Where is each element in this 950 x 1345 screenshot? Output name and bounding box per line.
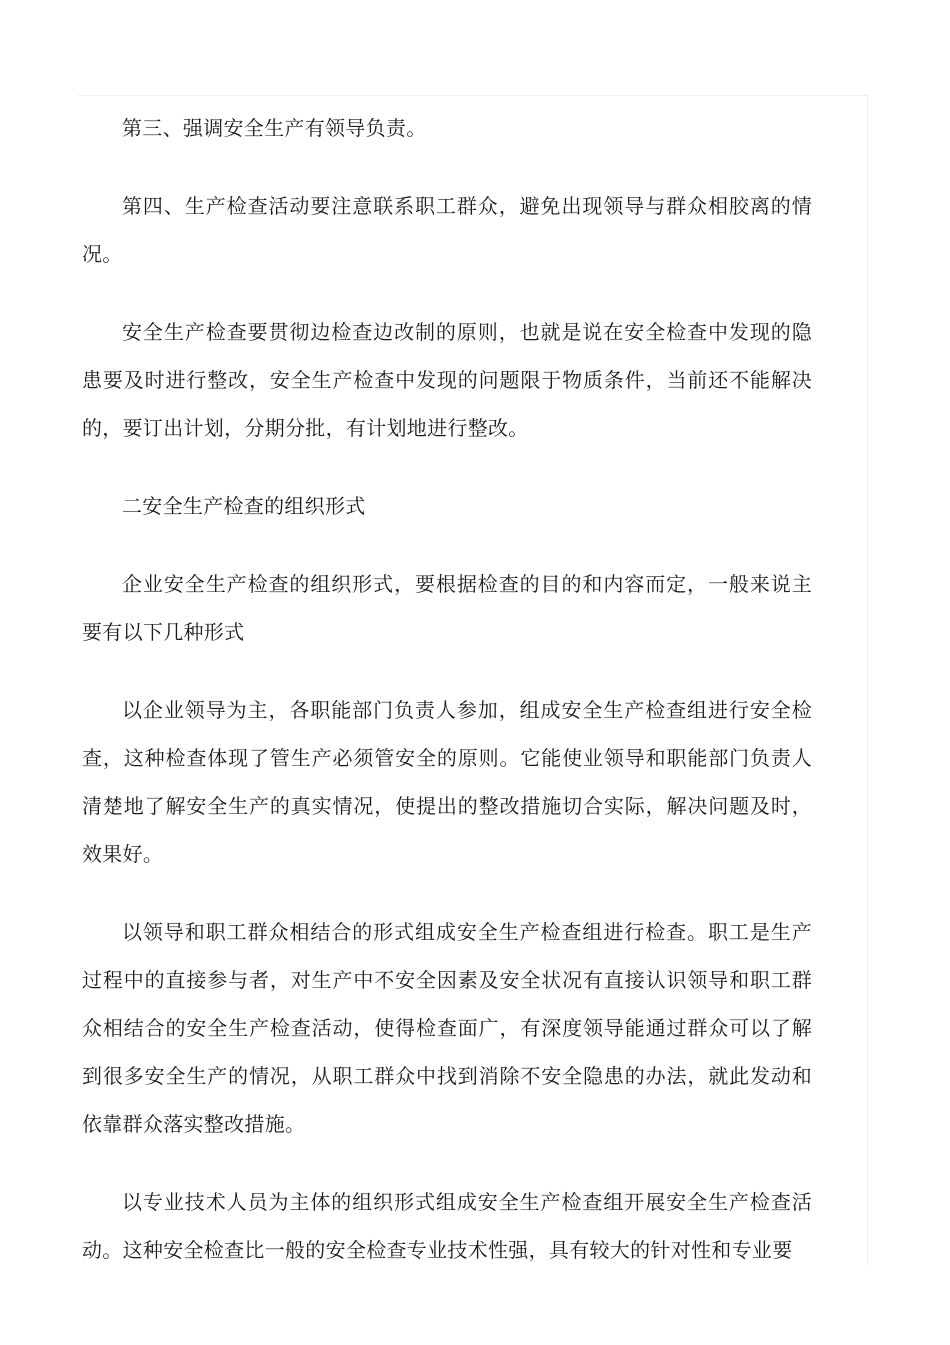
paragraph-6: 以领导和职工群众相结合的形式组成安全生产检查组进行检查。职工是生产过程中的直接参与者，对生产中不安全因素及安全状况有直接认识领导和职工群众相结合的安全生产检查活动，使得检查面广，有深度领导能通过群众可以了解到很多安全生产的情况，从职工群众中找到消除不安全隐患的办法，就此发动和依靠群众落实整改措施。 bbox=[82, 920, 812, 1136]
document-page bbox=[78, 95, 868, 1265]
paragraph-5: 以企业领导为主，各职能部门负责人参加，组成安全生产检查组进行安全检查，这种检查体现了管生产必须管安全的原则。它能使业领导和职能部门负责人清楚地了解安全生产的真实情况，使提出的整改措施切合实际，解决问题及时，效果好。 bbox=[82, 698, 812, 866]
paragraph-3: 安全生产检查要贯彻边检查边改制的原则，也就是说在安全检查中发现的隐患要及时进行整改，安全生产检查中发现的问题限于物质条件，当前还不能解决的，要订出计划，分期分批，有计划地进行整改。 bbox=[82, 320, 812, 440]
paragraph-1: 第三、强调安全生产有领导负责。 bbox=[122, 116, 427, 140]
paragraph-4: 企业安全生产检查的组织形式，要根据检查的目的和内容而定，一般来说主要有以下几种形式 bbox=[82, 572, 812, 644]
paragraph-2: 第四、生产检查活动要注意联系职工群众，避免出现领导与群众相胶离的情况。 bbox=[82, 194, 812, 266]
section-heading: 二安全生产检查的组织形式 bbox=[122, 494, 366, 518]
document-body bbox=[82, 104, 812, 1304]
paragraph-7: 以专业技术人员为主体的组织形式组成安全生产检查组开展安全生产检查活动。这种安全检查比一般的安全检查专业技术性强，具有较大的针对性和专业要 bbox=[82, 1190, 812, 1262]
